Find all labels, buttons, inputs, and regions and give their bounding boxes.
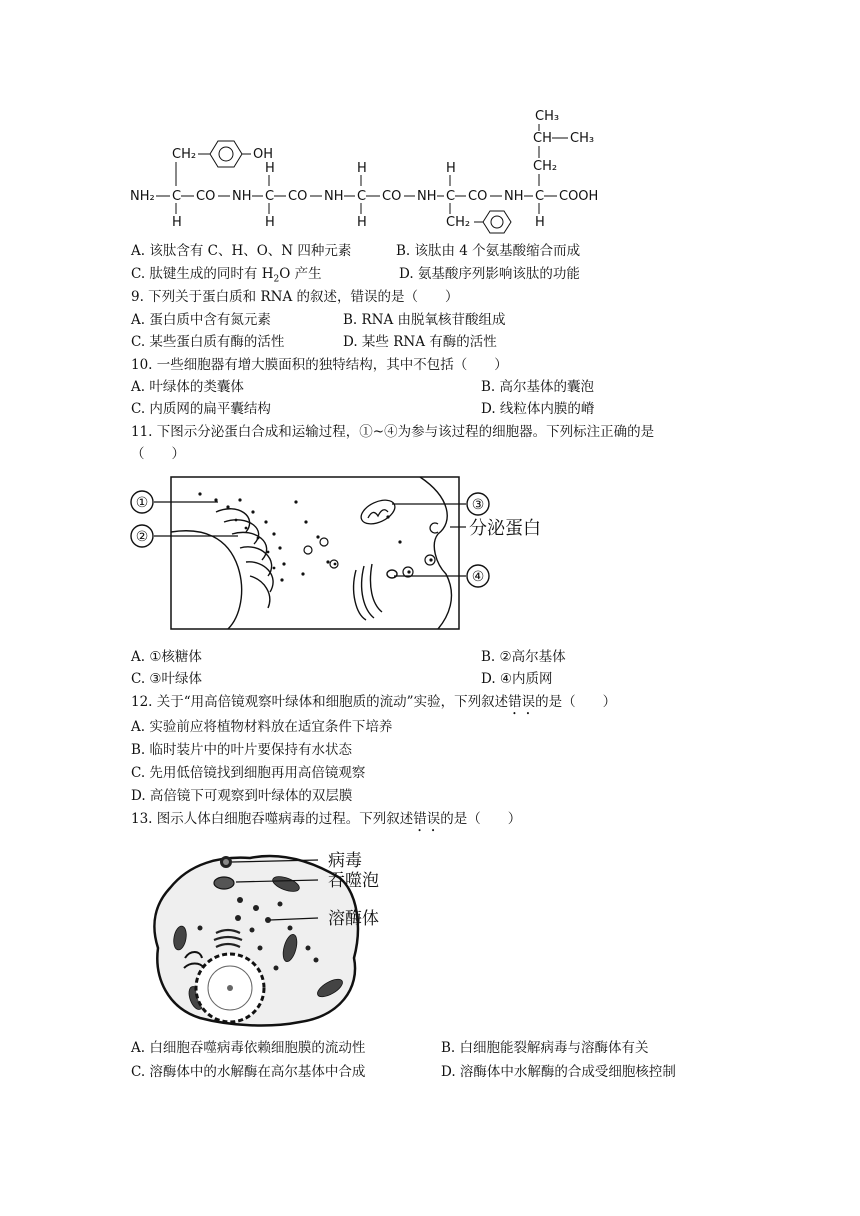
q11-stem-line2: （ ）	[131, 446, 185, 462]
peptide-c1: C	[172, 189, 182, 204]
r1-oh: OH	[253, 147, 274, 162]
q9-stem: 9. 下列关于蛋白质和 RNA 的叙述，错误的是（ ）	[131, 289, 459, 305]
label-virus: 病毒	[328, 851, 362, 871]
label-1: ①	[135, 495, 149, 511]
q9-option-a[interactable]: A. 蛋白质中含有氮元素	[131, 312, 271, 328]
q12-option-b[interactable]: B. 临时装片中的叶片要保持有水状态	[131, 742, 353, 758]
q10-stem: 10. 一些细胞器有增大膜面积的独特结构，其中不包括（ ）	[131, 357, 508, 373]
peptide-nh2b: NH	[324, 189, 344, 204]
q12-option-a[interactable]: A. 实验前应将植物材料放在适宜条件下培养	[131, 719, 393, 735]
q8-option-c-pre: C. 肽键生成的同时有 H	[131, 266, 274, 282]
c5-bottom-h: H	[535, 215, 545, 230]
label-phagosome: 吞噬泡	[328, 871, 379, 891]
c3-top-h: H	[357, 161, 367, 176]
q12-stem	[131, 692, 616, 718]
secretory-protein-diagram	[128, 472, 568, 634]
q11-option-a[interactable]: A. ①核糖体	[131, 649, 202, 665]
q8-option-a[interactable]: A. 该肽含有 C、H、O、N 四种元素	[131, 243, 352, 259]
q13-option-c[interactable]: C. 溶酶体中的水解酶在高尔基体中合成	[131, 1064, 366, 1080]
peptide-co4: CO	[468, 189, 488, 204]
label-4: ④	[471, 569, 485, 585]
peptide-nh1: NH	[232, 189, 252, 204]
label-lysosome: 溶酶体	[328, 909, 379, 929]
q11-option-b[interactable]: B. ②高尔基体	[481, 649, 566, 665]
q10-option-a[interactable]: A. 叶绿体的类囊体	[131, 379, 244, 395]
exocytosis-vesicle	[430, 523, 438, 533]
peptide-co1: CO	[196, 189, 216, 204]
nucleus-edge	[171, 531, 242, 629]
c2-top-h: H	[265, 161, 275, 176]
peptide-nh3: NH	[417, 189, 437, 204]
golgi-apparatus	[354, 564, 397, 620]
r1-ch2: CH₂	[172, 147, 197, 162]
r5-ch2: CH₂	[533, 159, 558, 174]
endoplasmic-reticulum	[216, 509, 273, 608]
q13-stem-pre: 13. 图示人体白细胞吞噬病毒的过程。下列叙述	[131, 811, 414, 827]
c1-bottom-h: H	[172, 215, 182, 230]
peptide-structure-diagram	[120, 100, 620, 240]
c2-bottom-h: H	[265, 215, 275, 230]
peptide-co3: CO	[382, 189, 402, 204]
r5-ch3-top: CH₃	[535, 109, 560, 124]
peptide-c3: C	[357, 189, 367, 204]
q8-option-c-post: O 产生	[279, 266, 322, 282]
peptide-co2: CO	[288, 189, 308, 204]
virus-particle	[220, 856, 232, 868]
q11-stem-line1: 11. 下图示分泌蛋白合成和运输过程，①~④为参与该过程的细胞器。下列标注正确的是	[131, 424, 655, 440]
cell-frame	[171, 477, 459, 629]
r4-ch2: CH₂	[446, 215, 471, 230]
r5-ch: CH	[533, 131, 552, 146]
peptide-nh2: NH₂	[130, 189, 155, 204]
peptide-nh4: NH	[504, 189, 524, 204]
q13-option-d[interactable]: D. 溶酶体中水解酶的合成受细胞核控制	[441, 1064, 676, 1080]
q10-option-c[interactable]: C. 内质网的扁平囊结构	[131, 401, 271, 417]
mitochondrion	[357, 495, 398, 528]
peptide-c5: C	[535, 189, 545, 204]
q13-stem-post: 的是（ ）	[440, 811, 522, 827]
c4-top-h: H	[446, 161, 456, 176]
q12-stem-emphasis: 错误	[508, 694, 536, 710]
q12-option-c[interactable]: C. 先用低倍镜找到细胞再用高倍镜观察	[131, 765, 366, 781]
phagocytosis-diagram	[140, 838, 400, 1033]
q8-option-c-subscript: 2	[273, 274, 280, 285]
q13-stem-emphasis: 错误	[413, 811, 441, 827]
q11-option-d[interactable]: D. ④内质网	[481, 671, 553, 687]
q12-option-d[interactable]: D. 高倍镜下可观察到叶绿体的双层膜	[131, 788, 353, 804]
label-3: ③	[471, 497, 485, 513]
peptide-c2: C	[265, 189, 275, 204]
q9-option-d[interactable]: D. 某些 RNA 有酶的活性	[343, 334, 497, 350]
q9-option-c[interactable]: C. 某些蛋白质有酶的活性	[131, 334, 285, 350]
label-2: ②	[135, 529, 149, 545]
peptide-cooh: COOH	[559, 189, 599, 204]
q11-option-c[interactable]: C. ③叶绿体	[131, 671, 203, 687]
c3-bottom-h: H	[357, 215, 367, 230]
q12-stem-post: 的是（ ）	[535, 694, 617, 710]
q12-stem-pre: 12. 关于“用高倍镜观察叶绿体和细胞质的流动”实验，下列叙述	[131, 694, 509, 710]
peptide-c4: C	[446, 189, 456, 204]
q13-option-a[interactable]: A. 白细胞吞噬病毒依赖细胞膜的流动性	[131, 1040, 366, 1056]
secretory-vesicles	[304, 538, 435, 577]
q8-option-b[interactable]: B. 该肽由 4 个氨基酸缩合而成	[396, 243, 581, 259]
r5-ch3-right: CH₃	[570, 131, 595, 146]
q13-option-b[interactable]: B. 白细胞能裂解病毒与溶酶体有关	[441, 1040, 649, 1056]
q10-option-d[interactable]: D. 线粒体内膜的嵴	[481, 401, 595, 417]
label-secreted-protein: 分泌蛋白	[469, 518, 541, 539]
q10-option-b[interactable]: B. 高尔基体的囊泡	[481, 379, 595, 395]
plasma-membrane	[420, 477, 451, 629]
nucleus	[196, 954, 264, 1022]
q8-option-c[interactable]	[131, 264, 322, 290]
phagosome-vesicle	[214, 877, 234, 889]
q9-option-b[interactable]: B. RNA 由脱氧核苷酸组成	[343, 312, 506, 328]
q8-option-d[interactable]: D. 氨基酸序列影响该肽的功能	[399, 266, 580, 282]
q13-stem	[131, 809, 521, 835]
